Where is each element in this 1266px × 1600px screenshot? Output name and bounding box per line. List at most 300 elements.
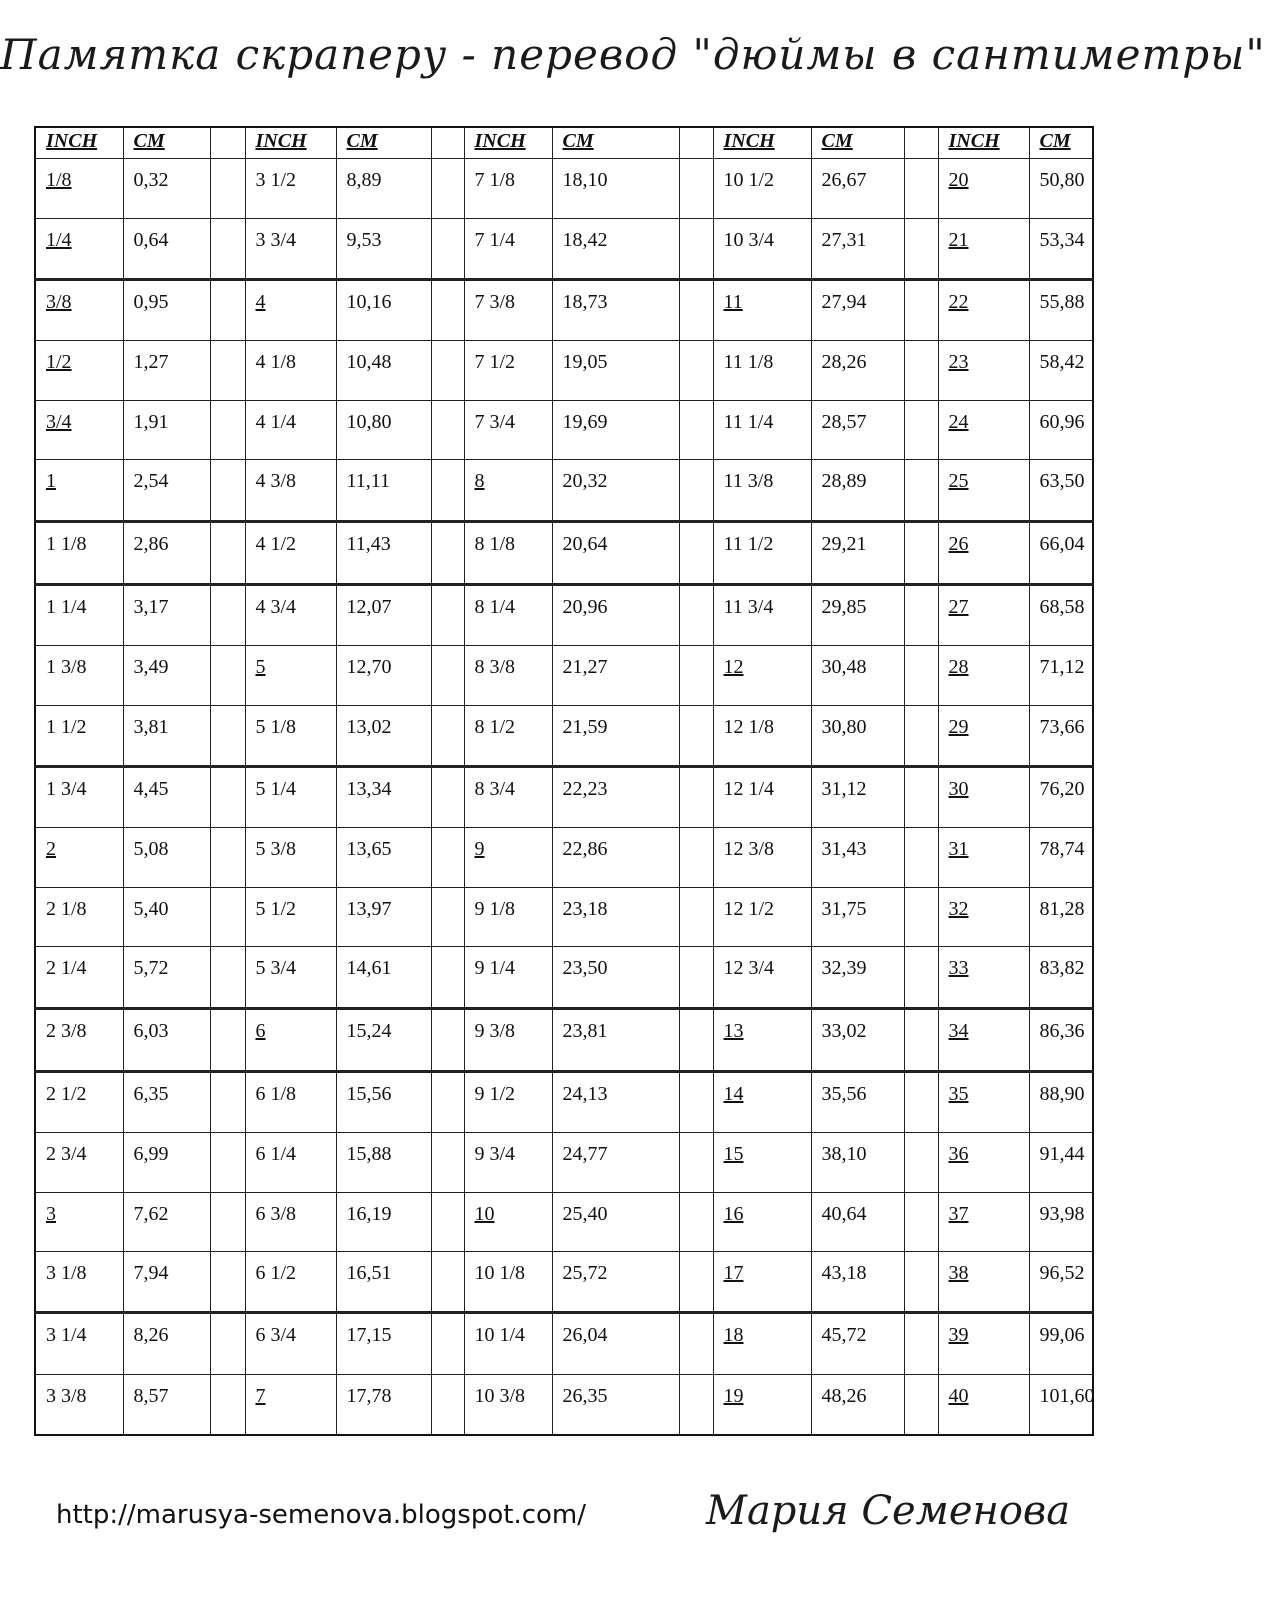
inch-cell: 38 <box>938 1252 1029 1313</box>
inch-cell: 2 1/4 <box>35 947 123 1008</box>
inch-cell: 3 1/4 <box>35 1313 123 1374</box>
cm-cell: 22,23 <box>552 766 679 827</box>
column-spacer <box>431 705 464 766</box>
inch-cell: 4 3/8 <box>245 460 336 521</box>
column-spacer <box>904 584 938 645</box>
table-row <box>35 947 1093 1008</box>
column-spacer <box>210 400 245 460</box>
column-spacer <box>210 127 245 159</box>
column-spacer <box>904 460 938 521</box>
inch-cell: 10 <box>464 1192 552 1252</box>
inch-cell: 8 1/4 <box>464 584 552 645</box>
inch-cell: 12 1/8 <box>713 705 811 766</box>
table-row <box>35 400 1093 460</box>
column-spacer <box>431 218 464 279</box>
column-spacer <box>904 218 938 279</box>
table-row <box>35 1071 1093 1132</box>
inch-cell: 5 3/4 <box>245 947 336 1008</box>
inch-cell: 7 1/2 <box>464 341 552 401</box>
inch-cell: 1 3/8 <box>35 646 123 706</box>
column-spacer <box>679 1313 713 1374</box>
header-cm: CM <box>336 127 431 159</box>
inch-cell: 7 3/4 <box>464 400 552 460</box>
inch-cell: 5 3/8 <box>245 828 336 888</box>
cm-cell: 3,17 <box>123 584 210 645</box>
cm-cell: 28,89 <box>811 460 904 521</box>
cm-cell: 18,42 <box>552 218 679 279</box>
header-row <box>35 127 1093 159</box>
inch-cell: 4 1/4 <box>245 400 336 460</box>
inch-cell: 7 1/8 <box>464 159 552 219</box>
column-spacer <box>431 400 464 460</box>
cm-cell: 21,59 <box>552 705 679 766</box>
inch-cell: 2 3/4 <box>35 1133 123 1193</box>
inch-cell: 11 3/4 <box>713 584 811 645</box>
cm-cell: 19,05 <box>552 341 679 401</box>
inch-cell: 10 3/4 <box>713 218 811 279</box>
cm-cell: 26,04 <box>552 1313 679 1374</box>
cm-cell: 19,69 <box>552 400 679 460</box>
cm-cell: 48,26 <box>811 1374 904 1435</box>
inch-cell: 4 1/2 <box>245 521 336 584</box>
cm-cell: 40,64 <box>811 1192 904 1252</box>
column-spacer <box>210 1133 245 1193</box>
cm-cell: 38,10 <box>811 1133 904 1193</box>
column-spacer <box>679 766 713 827</box>
inch-cell: 1 <box>35 460 123 521</box>
column-spacer <box>904 1133 938 1193</box>
cm-cell: 31,43 <box>811 828 904 888</box>
table-row <box>35 1133 1093 1193</box>
inch-cell: 39 <box>938 1313 1029 1374</box>
column-spacer <box>210 947 245 1008</box>
cm-cell: 24,77 <box>552 1133 679 1193</box>
column-spacer <box>210 766 245 827</box>
inch-cell: 24 <box>938 400 1029 460</box>
cm-cell: 1,27 <box>123 341 210 401</box>
column-spacer <box>904 828 938 888</box>
cm-cell: 0,64 <box>123 218 210 279</box>
cm-cell: 9,53 <box>336 218 431 279</box>
column-spacer <box>679 828 713 888</box>
column-spacer <box>431 1252 464 1313</box>
cm-cell: 10,16 <box>336 279 431 340</box>
inch-cell: 3 3/8 <box>35 1374 123 1435</box>
inch-cell: 3 1/8 <box>35 1252 123 1313</box>
inch-cell: 10 1/4 <box>464 1313 552 1374</box>
inch-cell: 12 1/2 <box>713 887 811 947</box>
inch-cell: 2 1/2 <box>35 1071 123 1132</box>
column-spacer <box>210 646 245 706</box>
cm-cell: 28,26 <box>811 341 904 401</box>
cm-cell: 6,99 <box>123 1133 210 1193</box>
column-spacer <box>431 584 464 645</box>
cm-cell: 93,98 <box>1029 1192 1093 1252</box>
inch-cell: 6 1/4 <box>245 1133 336 1193</box>
cm-cell: 2,54 <box>123 460 210 521</box>
inch-cell: 12 <box>713 646 811 706</box>
inch-cell: 30 <box>938 766 1029 827</box>
column-spacer <box>679 159 713 219</box>
cm-cell: 35,56 <box>811 1071 904 1132</box>
column-spacer <box>431 828 464 888</box>
column-spacer <box>431 887 464 947</box>
cm-cell: 31,75 <box>811 887 904 947</box>
cm-cell: 83,82 <box>1029 947 1093 1008</box>
column-spacer <box>210 1374 245 1435</box>
column-spacer <box>904 279 938 340</box>
cm-cell: 18,10 <box>552 159 679 219</box>
cm-cell: 30,80 <box>811 705 904 766</box>
inch-cell: 20 <box>938 159 1029 219</box>
column-spacer <box>431 521 464 584</box>
column-spacer <box>431 1008 464 1071</box>
inch-cell: 10 1/8 <box>464 1252 552 1313</box>
cm-cell: 0,95 <box>123 279 210 340</box>
column-spacer <box>210 1192 245 1252</box>
inch-cell: 1/2 <box>35 341 123 401</box>
inch-cell: 2 1/8 <box>35 887 123 947</box>
inch-cell: 29 <box>938 705 1029 766</box>
cm-cell: 32,39 <box>811 947 904 1008</box>
cm-cell: 27,94 <box>811 279 904 340</box>
column-spacer <box>210 159 245 219</box>
inch-cell: 2 <box>35 828 123 888</box>
inch-cell: 23 <box>938 341 1029 401</box>
column-spacer <box>679 1071 713 1132</box>
column-spacer <box>210 1071 245 1132</box>
cm-cell: 15,56 <box>336 1071 431 1132</box>
column-spacer <box>210 521 245 584</box>
column-spacer <box>679 1374 713 1435</box>
cm-cell: 6,03 <box>123 1008 210 1071</box>
cm-cell: 20,96 <box>552 584 679 645</box>
column-spacer <box>904 400 938 460</box>
column-spacer <box>904 705 938 766</box>
table-row <box>35 1192 1093 1252</box>
inch-cell: 8 1/2 <box>464 705 552 766</box>
column-spacer <box>210 584 245 645</box>
inch-cell: 18 <box>713 1313 811 1374</box>
column-spacer <box>431 766 464 827</box>
table-row <box>35 1008 1093 1071</box>
cm-cell: 15,88 <box>336 1133 431 1193</box>
column-spacer <box>431 279 464 340</box>
inch-cell: 9 1/8 <box>464 887 552 947</box>
inch-cell: 9 1/4 <box>464 947 552 1008</box>
column-spacer <box>904 127 938 159</box>
inch-cell: 11 1/4 <box>713 400 811 460</box>
inch-cell: 27 <box>938 584 1029 645</box>
column-spacer <box>679 279 713 340</box>
inch-cell: 26 <box>938 521 1029 584</box>
cm-cell: 23,18 <box>552 887 679 947</box>
column-spacer <box>904 646 938 706</box>
inch-cell: 8 3/8 <box>464 646 552 706</box>
column-spacer <box>210 1313 245 1374</box>
inch-cell: 6 3/8 <box>245 1192 336 1252</box>
column-spacer <box>679 887 713 947</box>
column-spacer <box>679 460 713 521</box>
cm-cell: 13,02 <box>336 705 431 766</box>
column-spacer <box>904 1374 938 1435</box>
inch-cell: 37 <box>938 1192 1029 1252</box>
column-spacer <box>679 341 713 401</box>
cm-cell: 55,88 <box>1029 279 1093 340</box>
cm-cell: 26,35 <box>552 1374 679 1435</box>
cm-cell: 17,78 <box>336 1374 431 1435</box>
inch-cell: 9 <box>464 828 552 888</box>
column-spacer <box>431 1192 464 1252</box>
cm-cell: 7,94 <box>123 1252 210 1313</box>
inch-cell: 1 1/4 <box>35 584 123 645</box>
column-spacer <box>904 766 938 827</box>
table-row <box>35 766 1093 827</box>
column-spacer <box>431 127 464 159</box>
cm-cell: 8,89 <box>336 159 431 219</box>
column-spacer <box>431 341 464 401</box>
inch-cell: 10 1/2 <box>713 159 811 219</box>
column-spacer <box>679 1192 713 1252</box>
cm-cell: 10,80 <box>336 400 431 460</box>
cm-cell: 6,35 <box>123 1071 210 1132</box>
inch-cell: 9 3/4 <box>464 1133 552 1193</box>
column-spacer <box>210 887 245 947</box>
column-spacer <box>431 947 464 1008</box>
table-row <box>35 218 1093 279</box>
inch-cell: 6 1/2 <box>245 1252 336 1313</box>
blog-url[interactable]: http://marusya-semenova.blogspot.com/ <box>56 1500 587 1530</box>
column-spacer <box>679 1133 713 1193</box>
cm-cell: 23,50 <box>552 947 679 1008</box>
inch-cell: 4 3/4 <box>245 584 336 645</box>
column-spacer <box>904 1071 938 1132</box>
cm-cell: 4,45 <box>123 766 210 827</box>
inch-cell: 25 <box>938 460 1029 521</box>
cm-cell: 101,60 <box>1029 1374 1093 1435</box>
table-body <box>35 159 1093 1436</box>
cm-cell: 73,66 <box>1029 705 1093 766</box>
inch-cell: 3 1/2 <box>245 159 336 219</box>
header-inch: INCH <box>464 127 552 159</box>
inch-cell: 11 1/8 <box>713 341 811 401</box>
inch-cell: 1/4 <box>35 218 123 279</box>
cm-cell: 12,70 <box>336 646 431 706</box>
inch-cell: 2 3/8 <box>35 1008 123 1071</box>
column-spacer <box>904 947 938 1008</box>
cm-cell: 17,15 <box>336 1313 431 1374</box>
cm-cell: 30,48 <box>811 646 904 706</box>
cm-cell: 12,07 <box>336 584 431 645</box>
column-spacer <box>679 521 713 584</box>
inch-cell: 3 3/4 <box>245 218 336 279</box>
inch-cell: 8 1/8 <box>464 521 552 584</box>
inch-cell: 1 1/2 <box>35 705 123 766</box>
header-cm: CM <box>552 127 679 159</box>
inch-cell: 6 <box>245 1008 336 1071</box>
column-spacer <box>431 460 464 521</box>
inch-cell: 12 3/8 <box>713 828 811 888</box>
cm-cell: 24,13 <box>552 1071 679 1132</box>
cm-cell: 26,67 <box>811 159 904 219</box>
column-spacer <box>904 1252 938 1313</box>
inch-cell: 1/8 <box>35 159 123 219</box>
author-signature: Мария Семенова <box>706 1488 1071 1534</box>
cm-cell: 50,80 <box>1029 159 1093 219</box>
cm-cell: 33,02 <box>811 1008 904 1071</box>
cm-cell: 5,08 <box>123 828 210 888</box>
cm-cell: 0,32 <box>123 159 210 219</box>
inch-cell: 19 <box>713 1374 811 1435</box>
table-row <box>35 341 1093 401</box>
cm-cell: 21,27 <box>552 646 679 706</box>
cm-cell: 10,48 <box>336 341 431 401</box>
inch-cell: 12 3/4 <box>713 947 811 1008</box>
inch-cell: 15 <box>713 1133 811 1193</box>
cm-cell: 27,31 <box>811 218 904 279</box>
inch-cell: 16 <box>713 1192 811 1252</box>
table-row <box>35 1374 1093 1435</box>
inch-cell: 22 <box>938 279 1029 340</box>
cm-cell: 13,65 <box>336 828 431 888</box>
cm-cell: 91,44 <box>1029 1133 1093 1193</box>
cm-cell: 15,24 <box>336 1008 431 1071</box>
conversion-table <box>34 126 1094 1436</box>
page-title: Памятка скраперу - перевод "дюймы в сантиметры" <box>0 30 1266 79</box>
inch-cell: 5 <box>245 646 336 706</box>
column-spacer <box>431 1374 464 1435</box>
inch-cell: 35 <box>938 1071 1029 1132</box>
column-spacer <box>679 1008 713 1071</box>
cm-cell: 76,20 <box>1029 766 1093 827</box>
table-row <box>35 1313 1093 1374</box>
cm-cell: 2,86 <box>123 521 210 584</box>
column-spacer <box>904 159 938 219</box>
column-spacer <box>210 828 245 888</box>
inch-cell: 13 <box>713 1008 811 1071</box>
cm-cell: 66,04 <box>1029 521 1093 584</box>
table-row <box>35 828 1093 888</box>
column-spacer <box>431 1313 464 1374</box>
inch-cell: 21 <box>938 218 1029 279</box>
header-inch: INCH <box>245 127 336 159</box>
cm-cell: 58,42 <box>1029 341 1093 401</box>
cm-cell: 99,06 <box>1029 1313 1093 1374</box>
table-row <box>35 159 1093 219</box>
inch-cell: 8 <box>464 460 552 521</box>
inch-cell: 1 3/4 <box>35 766 123 827</box>
cm-cell: 63,50 <box>1029 460 1093 521</box>
cm-cell: 5,72 <box>123 947 210 1008</box>
cm-cell: 8,26 <box>123 1313 210 1374</box>
cm-cell: 31,12 <box>811 766 904 827</box>
inch-cell: 4 1/8 <box>245 341 336 401</box>
cm-cell: 16,19 <box>336 1192 431 1252</box>
column-spacer <box>210 341 245 401</box>
column-spacer <box>210 279 245 340</box>
column-spacer <box>431 1071 464 1132</box>
column-spacer <box>679 127 713 159</box>
inch-cell: 4 <box>245 279 336 340</box>
column-spacer <box>904 1192 938 1252</box>
inch-cell: 7 1/4 <box>464 218 552 279</box>
table-row <box>35 279 1093 340</box>
inch-cell: 5 1/8 <box>245 705 336 766</box>
cm-cell: 43,18 <box>811 1252 904 1313</box>
inch-cell: 6 3/4 <box>245 1313 336 1374</box>
cm-cell: 8,57 <box>123 1374 210 1435</box>
header-inch: INCH <box>35 127 123 159</box>
inch-cell: 3/8 <box>35 279 123 340</box>
cm-cell: 88,90 <box>1029 1071 1093 1132</box>
cm-cell: 1,91 <box>123 400 210 460</box>
cm-cell: 14,61 <box>336 947 431 1008</box>
inch-cell: 32 <box>938 887 1029 947</box>
inch-cell: 33 <box>938 947 1029 1008</box>
cm-cell: 86,36 <box>1029 1008 1093 1071</box>
column-spacer <box>904 1008 938 1071</box>
column-spacer <box>210 705 245 766</box>
column-spacer <box>679 947 713 1008</box>
column-spacer <box>210 1008 245 1071</box>
table-row <box>35 646 1093 706</box>
inch-cell: 8 3/4 <box>464 766 552 827</box>
cm-cell: 22,86 <box>552 828 679 888</box>
inch-cell: 36 <box>938 1133 1029 1193</box>
inch-cell: 5 1/2 <box>245 887 336 947</box>
cm-cell: 13,97 <box>336 887 431 947</box>
inch-cell: 10 3/8 <box>464 1374 552 1435</box>
header-cm: CM <box>811 127 904 159</box>
inch-cell: 11 1/2 <box>713 521 811 584</box>
table-row <box>35 584 1093 645</box>
cm-cell: 45,72 <box>811 1313 904 1374</box>
inch-cell: 11 3/8 <box>713 460 811 521</box>
table-row <box>35 521 1093 584</box>
cm-cell: 5,40 <box>123 887 210 947</box>
cm-cell: 81,28 <box>1029 887 1093 947</box>
header-inch: INCH <box>713 127 811 159</box>
cm-cell: 25,72 <box>552 1252 679 1313</box>
column-spacer <box>904 521 938 584</box>
inch-cell: 9 3/8 <box>464 1008 552 1071</box>
inch-cell: 5 1/4 <box>245 766 336 827</box>
table-row <box>35 1252 1093 1313</box>
table-row <box>35 887 1093 947</box>
inch-cell: 28 <box>938 646 1029 706</box>
inch-cell: 34 <box>938 1008 1029 1071</box>
column-spacer <box>210 218 245 279</box>
column-spacer <box>679 400 713 460</box>
cm-cell: 20,32 <box>552 460 679 521</box>
cm-cell: 23,81 <box>552 1008 679 1071</box>
inch-cell: 7 3/8 <box>464 279 552 340</box>
cm-cell: 29,85 <box>811 584 904 645</box>
header-cm: CM <box>123 127 210 159</box>
cm-cell: 28,57 <box>811 400 904 460</box>
cm-cell: 60,96 <box>1029 400 1093 460</box>
cm-cell: 71,12 <box>1029 646 1093 706</box>
column-spacer <box>904 341 938 401</box>
cm-cell: 11,11 <box>336 460 431 521</box>
inch-cell: 6 1/8 <box>245 1071 336 1132</box>
table-row <box>35 705 1093 766</box>
column-spacer <box>679 705 713 766</box>
column-spacer <box>904 887 938 947</box>
cm-cell: 20,64 <box>552 521 679 584</box>
column-spacer <box>431 646 464 706</box>
cm-cell: 18,73 <box>552 279 679 340</box>
